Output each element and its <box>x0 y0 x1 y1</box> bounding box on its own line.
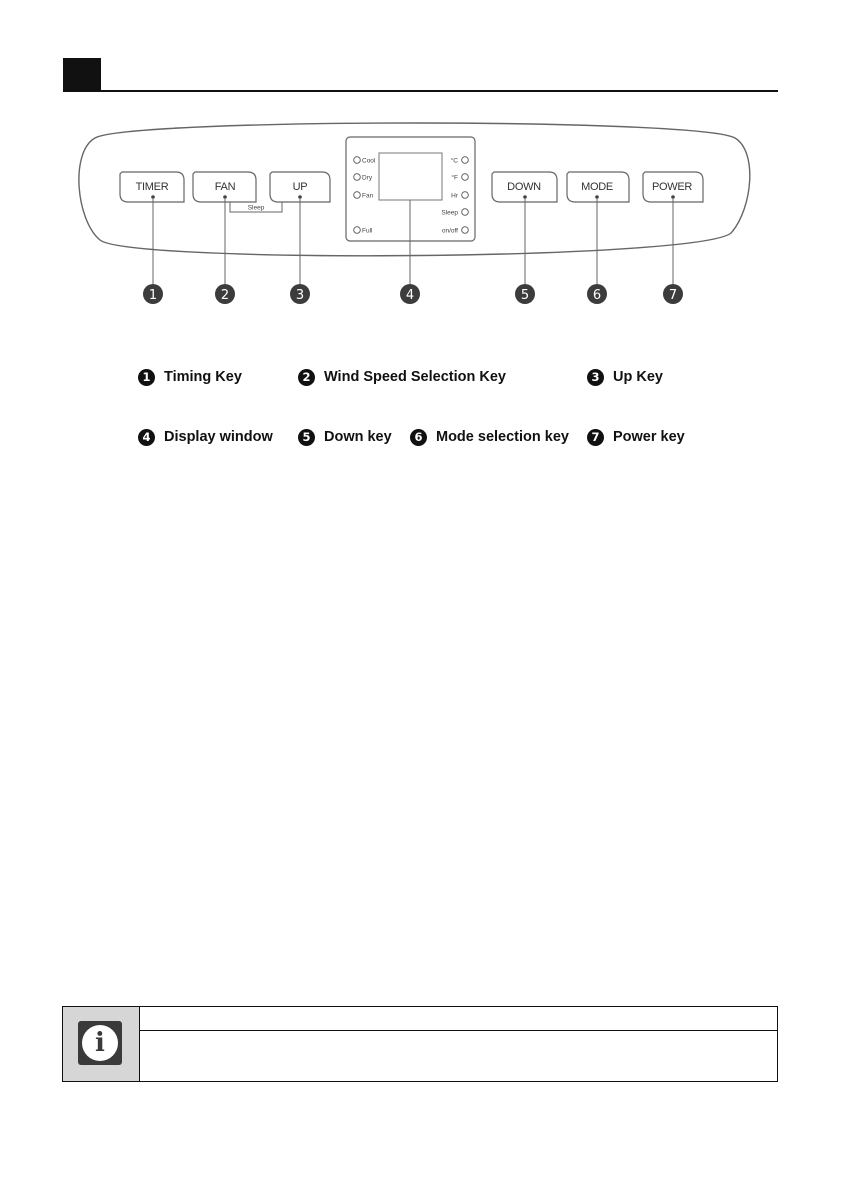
legend-number: 3 <box>587 369 604 386</box>
legend-label: Timing Key <box>164 369 242 385</box>
legend-number: 7 <box>587 429 604 446</box>
indicator-hr: Hr <box>451 192 458 200</box>
info-note-box <box>62 1006 778 1082</box>
legend-label: Up Key <box>613 369 663 385</box>
legend-item-5 <box>298 427 392 447</box>
legend-item-1 <box>138 367 242 387</box>
timer-key-label: TIMER <box>135 181 169 193</box>
indicator-full: Full <box>362 227 373 235</box>
key-legend <box>0 0 841 470</box>
down-key-label: DOWN <box>507 181 541 193</box>
indicator-onoff: on/off <box>441 227 458 235</box>
legend-label: Power key <box>613 429 685 445</box>
legend-label: Down key <box>324 429 392 445</box>
legend-item-2 <box>298 367 506 387</box>
info-icon: i <box>78 1021 122 1065</box>
indicator-dry: Dry <box>362 174 373 182</box>
fan-key-label: FAN <box>214 181 236 193</box>
legend-label: Mode selection key <box>436 429 569 445</box>
legend-item-6 <box>410 427 569 447</box>
up-key-label: UP <box>292 181 308 193</box>
indicator-fan: Fan <box>362 192 374 200</box>
legend-item-7 <box>587 427 685 447</box>
legend-number: 6 <box>410 429 427 446</box>
indicator-sleep: Sleep <box>441 209 458 217</box>
sleep-combo-label: Sleep <box>247 204 265 212</box>
legend-label: Wind Speed Selection Key <box>324 369 506 385</box>
info-divider <box>139 1030 777 1031</box>
legend-item-4 <box>138 427 273 447</box>
power-key-label: POWER <box>651 181 693 193</box>
legend-item-3 <box>587 367 663 387</box>
indicator-fahrenheit: °F <box>451 174 458 182</box>
svg-text:7: 7 <box>668 288 678 303</box>
legend-label: Display window <box>164 429 273 445</box>
svg-text:6: 6 <box>592 288 602 303</box>
info-icon-cell <box>63 1007 140 1081</box>
svg-text:2: 2 <box>220 288 230 303</box>
legend-number: 2 <box>298 369 315 386</box>
legend-number: 5 <box>298 429 315 446</box>
svg-text:1: 1 <box>148 288 158 303</box>
svg-text:3: 3 <box>295 288 305 303</box>
svg-text:4: 4 <box>405 288 415 303</box>
svg-text:5: 5 <box>520 288 530 303</box>
mode-key-label: MODE <box>581 181 613 193</box>
legend-number: 4 <box>138 429 155 446</box>
indicator-cool: Cool <box>362 157 376 165</box>
indicator-celsius: °C <box>450 157 458 165</box>
legend-number: 1 <box>138 369 155 386</box>
